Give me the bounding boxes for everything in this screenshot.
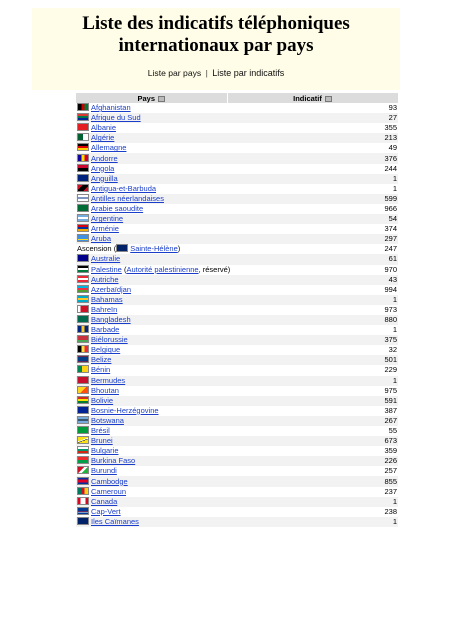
country-cell	[76, 335, 227, 345]
dial-code-cell: 1	[392, 183, 397, 193]
country-link[interactable]: Andorre	[91, 153, 118, 163]
table-row	[76, 174, 398, 184]
country-cell	[76, 446, 227, 456]
column-header-country[interactable]: Pays	[76, 93, 227, 103]
country-cell	[76, 345, 227, 355]
country-cell	[76, 305, 227, 315]
country-cell	[76, 517, 227, 527]
country-link[interactable]: Burkina Faso	[91, 456, 136, 466]
flag-icon	[77, 335, 89, 343]
country-cell	[76, 285, 227, 295]
country-cell	[76, 406, 227, 416]
country-link[interactable]: Bahreïn	[91, 304, 118, 314]
table-header-row	[76, 93, 398, 103]
country-link[interactable]: Brunei	[91, 436, 113, 446]
country-code-table	[76, 93, 399, 527]
flag-icon	[77, 143, 89, 151]
country-link[interactable]: Aruba	[91, 234, 112, 244]
country-cell	[76, 386, 227, 396]
country-cell	[76, 426, 227, 436]
country-cell	[76, 295, 227, 305]
country-cell	[76, 113, 227, 123]
flag-icon	[77, 234, 89, 242]
table-row	[76, 396, 398, 406]
country-link[interactable]: Algérie	[91, 133, 115, 143]
flag-icon	[77, 214, 89, 222]
country-link[interactable]: Burundi	[91, 466, 117, 476]
country-link[interactable]: Argentine	[91, 214, 124, 224]
country-cell	[76, 466, 227, 476]
country-link[interactable]: Belize	[91, 355, 112, 365]
country-link[interactable]: Botswana	[91, 415, 124, 425]
dial-code-cell: 501	[227, 355, 398, 365]
country-cell	[76, 194, 227, 204]
table-row	[76, 123, 398, 133]
country-cell	[76, 355, 227, 365]
list-navigation	[32, 68, 400, 78]
table-row	[76, 476, 398, 486]
table-row	[76, 335, 398, 345]
dial-code-cell: 1	[227, 497, 398, 507]
dial-code-cell: 591	[227, 396, 398, 406]
page-header	[32, 8, 400, 90]
table-row	[76, 345, 398, 355]
country-link[interactable]: Anguilla	[91, 173, 118, 183]
country-cell	[76, 234, 227, 244]
table-row	[76, 436, 398, 446]
country-link[interactable]: Arménie	[91, 224, 119, 234]
table-row	[76, 466, 398, 476]
country-link[interactable]: Australie	[91, 254, 121, 264]
table-row	[76, 517, 398, 527]
country-cell	[76, 184, 227, 194]
flag-icon	[77, 365, 89, 373]
flag-icon	[77, 133, 89, 141]
dial-code-cell: 267	[227, 416, 398, 426]
dial-code-cell: 966	[384, 203, 397, 213]
dial-code-cell: 975	[384, 385, 397, 395]
country-link[interactable]: Belgique	[91, 345, 121, 355]
dial-code-cell: 1	[227, 376, 398, 386]
country-link[interactable]: Autriche	[91, 274, 119, 284]
nav-by-code-link[interactable]: Liste par indicatifs	[212, 68, 285, 78]
dial-code-cell: 247	[384, 244, 397, 254]
table-row	[76, 497, 398, 507]
flag-icon	[77, 275, 89, 283]
table-row	[76, 406, 398, 416]
table-row	[76, 194, 398, 204]
dial-code-cell: 1	[227, 517, 398, 527]
flag-icon	[77, 325, 89, 333]
country-link[interactable]: Antilles néerlandaises	[91, 193, 164, 203]
table-row	[76, 355, 398, 365]
table-row	[76, 365, 398, 375]
flag-icon	[77, 285, 89, 293]
country-cell	[76, 174, 227, 184]
flag-icon	[77, 315, 89, 323]
dial-code-cell: 1	[392, 325, 397, 335]
country-cell	[76, 497, 227, 507]
table-row	[76, 113, 398, 123]
country-link[interactable]: Bolivie	[91, 395, 114, 405]
country-cell	[76, 254, 227, 264]
table-row	[76, 416, 398, 426]
table-row	[76, 133, 398, 143]
country-link[interactable]: Palestine	[91, 264, 122, 274]
country-cell	[76, 123, 227, 133]
authority-link[interactable]: Autorité palestinienne	[126, 264, 199, 274]
flag-icon	[77, 194, 89, 202]
country-cell: Palestine (Autorité palestinienne, réservé)	[76, 265, 227, 275]
country-cell	[76, 153, 227, 163]
table-row	[76, 446, 398, 456]
dial-code-cell: 880	[227, 315, 398, 325]
country-cell	[76, 224, 227, 234]
flag-icon	[77, 376, 89, 384]
nav-by-country: Liste par pays	[147, 68, 202, 78]
country-link: Ascension	[77, 244, 112, 254]
country-link[interactable]: Allemagne	[91, 143, 127, 153]
country-cell	[76, 103, 227, 113]
country-link[interactable]: Albanie	[91, 123, 117, 133]
table-row	[76, 275, 398, 285]
country-cell	[76, 507, 227, 517]
flag-icon	[77, 345, 89, 353]
country-cell	[76, 214, 227, 224]
flag-icon	[77, 426, 89, 434]
dial-code-cell: 49	[388, 143, 397, 153]
table-row	[76, 184, 398, 194]
table-row	[76, 325, 398, 335]
sort-icon[interactable]	[158, 96, 165, 102]
table-row	[76, 254, 398, 264]
flag-icon	[77, 113, 89, 121]
flag-icon	[77, 517, 89, 525]
country-cell	[76, 143, 227, 153]
column-header-code[interactable]: Indicatif	[227, 93, 398, 103]
flag-icon	[77, 396, 89, 404]
flag-icon	[77, 507, 89, 515]
country-link[interactable]: Barbade	[91, 325, 120, 335]
flag-icon	[77, 164, 89, 172]
table-row	[76, 224, 398, 234]
country-link[interactable]: Cambodge	[91, 476, 128, 486]
country-cell	[76, 133, 227, 143]
flag-icon	[77, 477, 89, 485]
dial-code-cell: 374	[384, 224, 397, 234]
dial-code-cell: 55	[388, 426, 397, 436]
flag-icon	[77, 204, 89, 212]
table-row	[76, 204, 398, 214]
flag-icon	[77, 305, 89, 313]
nav-separator: |	[205, 68, 208, 78]
country-link[interactable]: Azerbaïdjan	[91, 284, 132, 294]
country-cell	[76, 396, 227, 406]
flag-icon	[77, 406, 89, 414]
dial-code-cell: 1	[227, 174, 398, 184]
country-cell	[76, 325, 227, 335]
dial-code-cell: 237	[384, 486, 397, 496]
country-link[interactable]: Bosnie-Herzégovine	[91, 405, 159, 415]
dial-code-cell: 359	[384, 446, 397, 456]
country-link[interactable]: Antigua-et-Barbuda	[91, 183, 157, 193]
dial-code-cell: 376	[227, 153, 398, 163]
table-row	[76, 426, 398, 436]
country-cell	[76, 416, 227, 426]
country-link[interactable]: Afghanistan	[91, 103, 131, 113]
country-cell	[76, 376, 227, 386]
country-cell	[76, 204, 227, 214]
page-title: Liste des indicatifs téléphoniques internationaux par pays	[82, 13, 350, 56]
dial-code-cell: 54	[227, 214, 398, 224]
dial-code-cell: 43	[227, 275, 398, 285]
dial-code-cell: 970	[384, 264, 397, 274]
country-link[interactable]: Angola	[91, 163, 115, 173]
table-row	[76, 305, 398, 315]
dial-code-cell: 855	[227, 476, 398, 486]
country-cell	[76, 436, 227, 446]
flag-icon	[77, 265, 89, 273]
table-row	[76, 164, 398, 174]
country-link[interactable]: Iles Caïmanes	[91, 516, 139, 526]
flag-icon	[77, 497, 89, 505]
territory-link[interactable]: Sainte-Hélène	[130, 244, 178, 254]
table-row	[76, 285, 398, 295]
sort-icon[interactable]	[325, 96, 332, 102]
country-link[interactable]: Arabie saoudite	[91, 203, 144, 213]
country-link[interactable]: Bermudes	[91, 375, 126, 385]
flag-icon	[116, 244, 128, 252]
country-link[interactable]: Cap-Vert	[91, 506, 121, 516]
flag-icon	[77, 446, 89, 454]
country-link[interactable]: Afrique du Sud	[91, 113, 141, 123]
dial-code-cell: 27	[227, 113, 398, 123]
dial-code-cell: 257	[384, 466, 397, 476]
table-row	[76, 244, 398, 254]
table-row	[76, 103, 398, 113]
dial-code-cell: 1	[227, 295, 398, 305]
dial-code-cell: 226	[227, 456, 398, 466]
country-link[interactable]: Canada	[91, 496, 118, 506]
table-row	[76, 143, 398, 153]
dial-code-cell: 387	[384, 405, 397, 415]
flag-icon	[77, 154, 89, 162]
dial-code-cell: 238	[384, 506, 397, 516]
country-cell	[76, 487, 227, 497]
country-cell: Ascension ( Sainte-Hélène)	[77, 244, 181, 254]
country-link[interactable]: Biélorussie	[91, 335, 128, 345]
country-cell	[76, 476, 227, 486]
flag-icon	[77, 416, 89, 424]
dial-code-cell: 213	[227, 133, 398, 143]
table-row	[76, 234, 398, 244]
flag-icon	[77, 487, 89, 495]
table-row	[76, 153, 398, 163]
dial-code-cell: 93	[388, 103, 397, 113]
country-link[interactable]: Bulgarie	[91, 446, 119, 456]
country-cell	[76, 315, 227, 325]
dial-code-cell: 355	[384, 123, 397, 133]
dial-code-cell: 244	[384, 163, 397, 173]
country-cell	[76, 456, 227, 466]
flag-icon	[77, 436, 89, 444]
table-row	[76, 456, 398, 466]
table-row	[76, 214, 398, 224]
country-cell	[76, 275, 227, 285]
flag-icon	[77, 456, 89, 464]
dial-code-cell: 297	[227, 234, 398, 244]
country-cell	[76, 164, 227, 174]
dial-code-cell: 994	[384, 284, 397, 294]
flag-icon	[77, 295, 89, 303]
country-link[interactable]: Bahamas	[91, 294, 123, 304]
country-link[interactable]: Bangladesh	[91, 315, 131, 325]
dial-code-cell: 973	[384, 304, 397, 314]
country-link[interactable]: Bénin	[91, 365, 111, 375]
flag-icon	[77, 224, 89, 232]
flag-icon	[77, 174, 89, 182]
flag-icon	[77, 123, 89, 131]
flag-icon	[77, 254, 89, 262]
flag-icon	[77, 355, 89, 363]
dial-code-cell: 375	[227, 335, 398, 345]
country-link[interactable]: Bhoutan	[91, 385, 119, 395]
flag-icon	[77, 103, 89, 111]
dial-code-cell: 229	[384, 365, 397, 375]
note-text: , réservé	[198, 264, 228, 274]
table-row	[76, 295, 398, 305]
country-cell	[76, 365, 227, 375]
dial-code-cell: 673	[227, 436, 398, 446]
flag-icon	[77, 466, 89, 474]
flag-icon	[77, 184, 89, 192]
table-row	[76, 315, 398, 325]
table-row	[76, 376, 398, 386]
table-row	[76, 265, 398, 275]
country-link[interactable]: Brésil	[91, 426, 110, 436]
table-row	[76, 487, 398, 497]
table-row	[76, 386, 398, 396]
country-link[interactable]: Cameroun	[91, 486, 127, 496]
table-row	[76, 507, 398, 517]
dial-code-cell: 61	[227, 254, 398, 264]
flag-icon	[77, 386, 89, 394]
dial-code-cell: 32	[388, 345, 397, 355]
dial-code-cell: 599	[227, 194, 398, 204]
